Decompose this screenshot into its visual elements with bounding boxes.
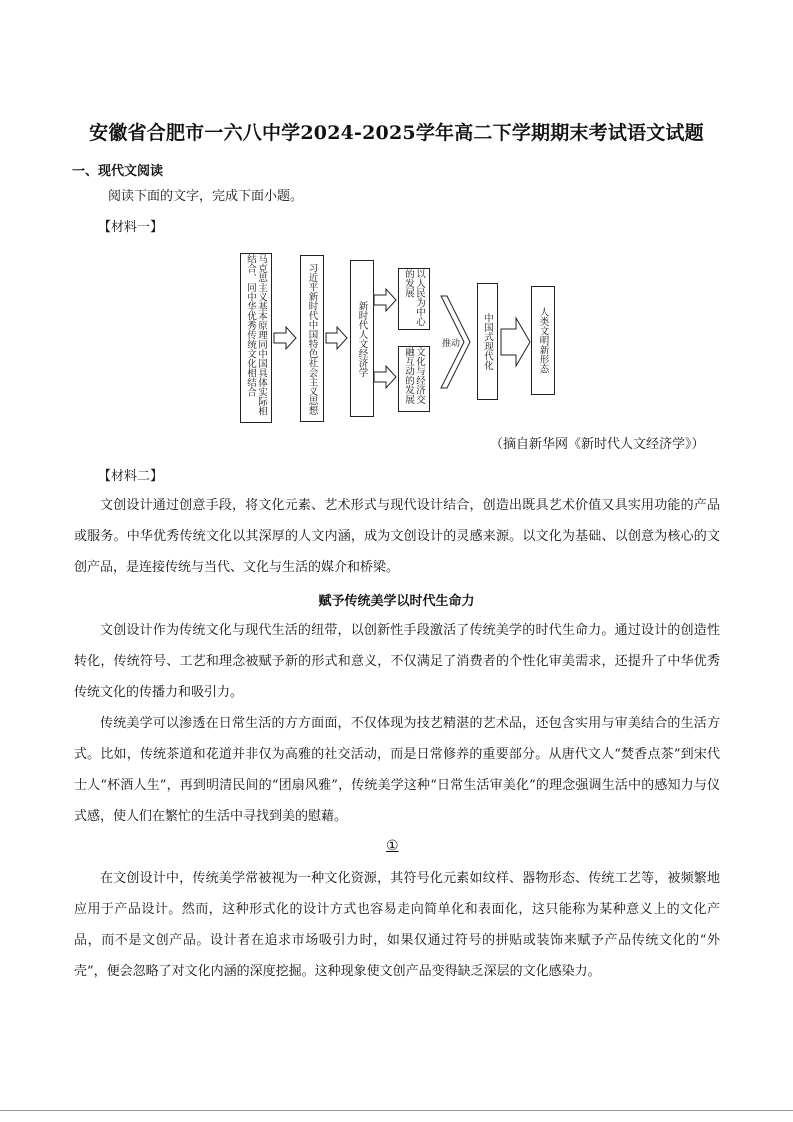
source-citation: （摘自新华网《新时代人文经济学》）	[490, 437, 705, 452]
arrow-1	[274, 327, 296, 349]
material-1-label: 【材料一】	[98, 220, 164, 235]
diagram-box-6: 中国式现代化	[477, 283, 498, 400]
diagram-box-7: 人类文明新形态	[531, 286, 555, 395]
paragraph-1: 文创设计通过创意手段，将文化元素、艺术形式与现代设计结合，创造出既具艺术价值又具实用功能的产品或服务。中华优秀传统文化以其深厚的人文内涵，成为文创设计的灵感来源。以文化为基础、以创意为核心的文创产品，是连接传统与当代、文化与生活的媒介和桥梁。	[74, 498, 720, 575]
page-divider	[0, 1110, 793, 1111]
arrow-2	[326, 327, 347, 349]
diagram-box-5: 文化与经济交融互动的发展	[398, 346, 430, 412]
intro-text: 阅读下面的文字，完成下面小题。	[108, 189, 304, 204]
blank-marker: ①	[386, 838, 399, 854]
arrow-3	[374, 289, 396, 311]
page-title: 安徽省合肥市一六八中学2024-2025学年高二下学期期末考试语文试题	[89, 122, 704, 144]
diagram-box-1: 马克思主义基本原理同中国具体实际相结合、同中华优秀传统文化相结合	[240, 253, 272, 423]
material-2-label: 【材料二】	[98, 469, 164, 484]
subheading: 赋予传统美学以时代生命力	[318, 594, 475, 609]
paragraph-4: 在文创设计中，传统美学常被视为一种文化资源，其符号化元素如纹样、器物形态、传统工艺等，被频繁地应用于产品设计。然而，这种形式化的设计方式也容易走向简单化和表面化，这只能称为某种意义上的文化产品，而不是文创产品。设计者在追求市场吸引力时，如果仅通过符号的拼贴或装饰来赋予产品传统文化的“外壳”，便会忽略了对文化内涵的深度挖掘。这种现象使文创产品变得缺乏深层的文化感染力。	[74, 871, 720, 979]
diagram-box-4: 以人民为中心的发展	[398, 268, 430, 330]
arrow-5	[501, 318, 530, 366]
paragraph-3: 传统美学可以渗透在日常生活的方方面面，不仅体现为技艺精湛的艺术品，还包含实用与审美结合的生活方式。比如，传统茶道和花道并非仅为高雅的社交活动，而是日常修养的重要部分。从唐代文人“焚香点茶”到宋代士人“杯酒人生”，再到明清民间的“团扇风雅”，传统美学这种“日常生活审美化”的理念强调生活中的感知力与仪式感，使人们在繁忙的生活中寻找到美的慰藉。	[74, 716, 720, 824]
section-heading: 一、现代文阅读	[72, 164, 164, 179]
diagram-box-3: 新时代人文经济学	[350, 260, 374, 417]
flow-diagram	[0, 0, 793, 440]
diagram-box-2: 习近平新时代中国特色社会主义思想	[300, 255, 324, 422]
chevron-label: 推动	[442, 339, 461, 349]
paragraph-2: 文创设计作为传统文化与现代生活的纽带，以创新性手段激活了传统美学的时代生命力。通过设计的创造性转化，传统符号、工艺和理念被赋予新的形式和意义，不仅满足了消费者的个性化审美需求，还提升了中华优秀传统文化的传播力和吸引力。	[74, 623, 720, 700]
arrow-4	[374, 366, 396, 388]
